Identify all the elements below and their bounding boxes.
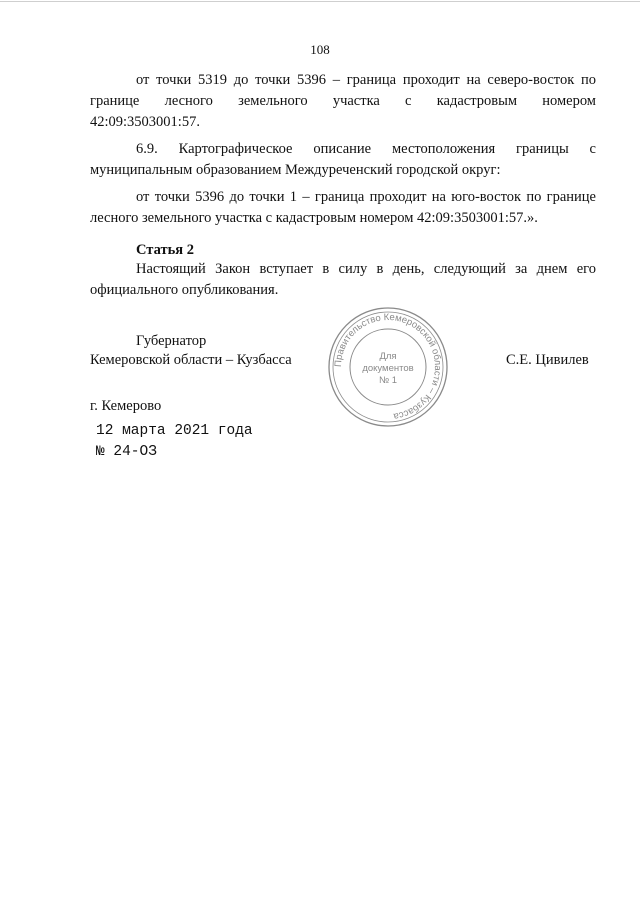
stamp-outer-text: Правительство Кемеровской области – Кузбасса: [332, 311, 444, 422]
signatory-title-line2: Кемеровской области – Кузбасса: [90, 352, 292, 368]
text-line: 6.9. Картографическое описание местоположения границы с: [136, 141, 596, 157]
stamp-inner-line3: № 1: [378, 375, 398, 386]
stamp-inner-line2: документов: [362, 363, 414, 374]
signing-date: 12 марта 2021 года: [96, 423, 253, 439]
text-line: от точки 5319 до точки 5396 – граница проходит на северо-восток по: [136, 72, 596, 88]
paragraph-section-6-9: [90, 139, 596, 181]
page-number: 108: [310, 42, 330, 57]
official-seal-stamp: [326, 305, 450, 429]
text-line: 42:09:3503001:57.: [90, 114, 200, 130]
text-line: Настоящий Закон вступает в силу в день, следующий за днем его: [136, 261, 596, 277]
scan-edge-line: [0, 1, 640, 2]
text-line: официального опубликования.: [90, 282, 279, 298]
stamp-inner-line1: Для: [379, 351, 397, 362]
text-line: муниципальным образованием Междуреченский городской округ:: [90, 162, 501, 178]
article-body: [90, 259, 596, 301]
paragraph-boundary-5319-5396: [90, 70, 596, 133]
city: г. Кемерово: [90, 398, 162, 414]
signatory-title-line1: Губернатор: [136, 333, 207, 349]
signatory-name: С.Е. Цивилев: [506, 352, 589, 368]
text-line: от точки 5396 до точки 1 – граница проходит на юго-восток по границе: [136, 189, 596, 205]
paragraph-boundary-5396-1: [90, 187, 596, 229]
article-heading: Статья 2: [136, 242, 194, 258]
law-number: № 24-ОЗ: [96, 444, 157, 460]
text-line: границе лесного земельного участка с кадастровым номером: [90, 93, 596, 109]
text-line: лесного земельного участка с кадастровым номером 42:09:3503001:57.».: [90, 210, 538, 226]
